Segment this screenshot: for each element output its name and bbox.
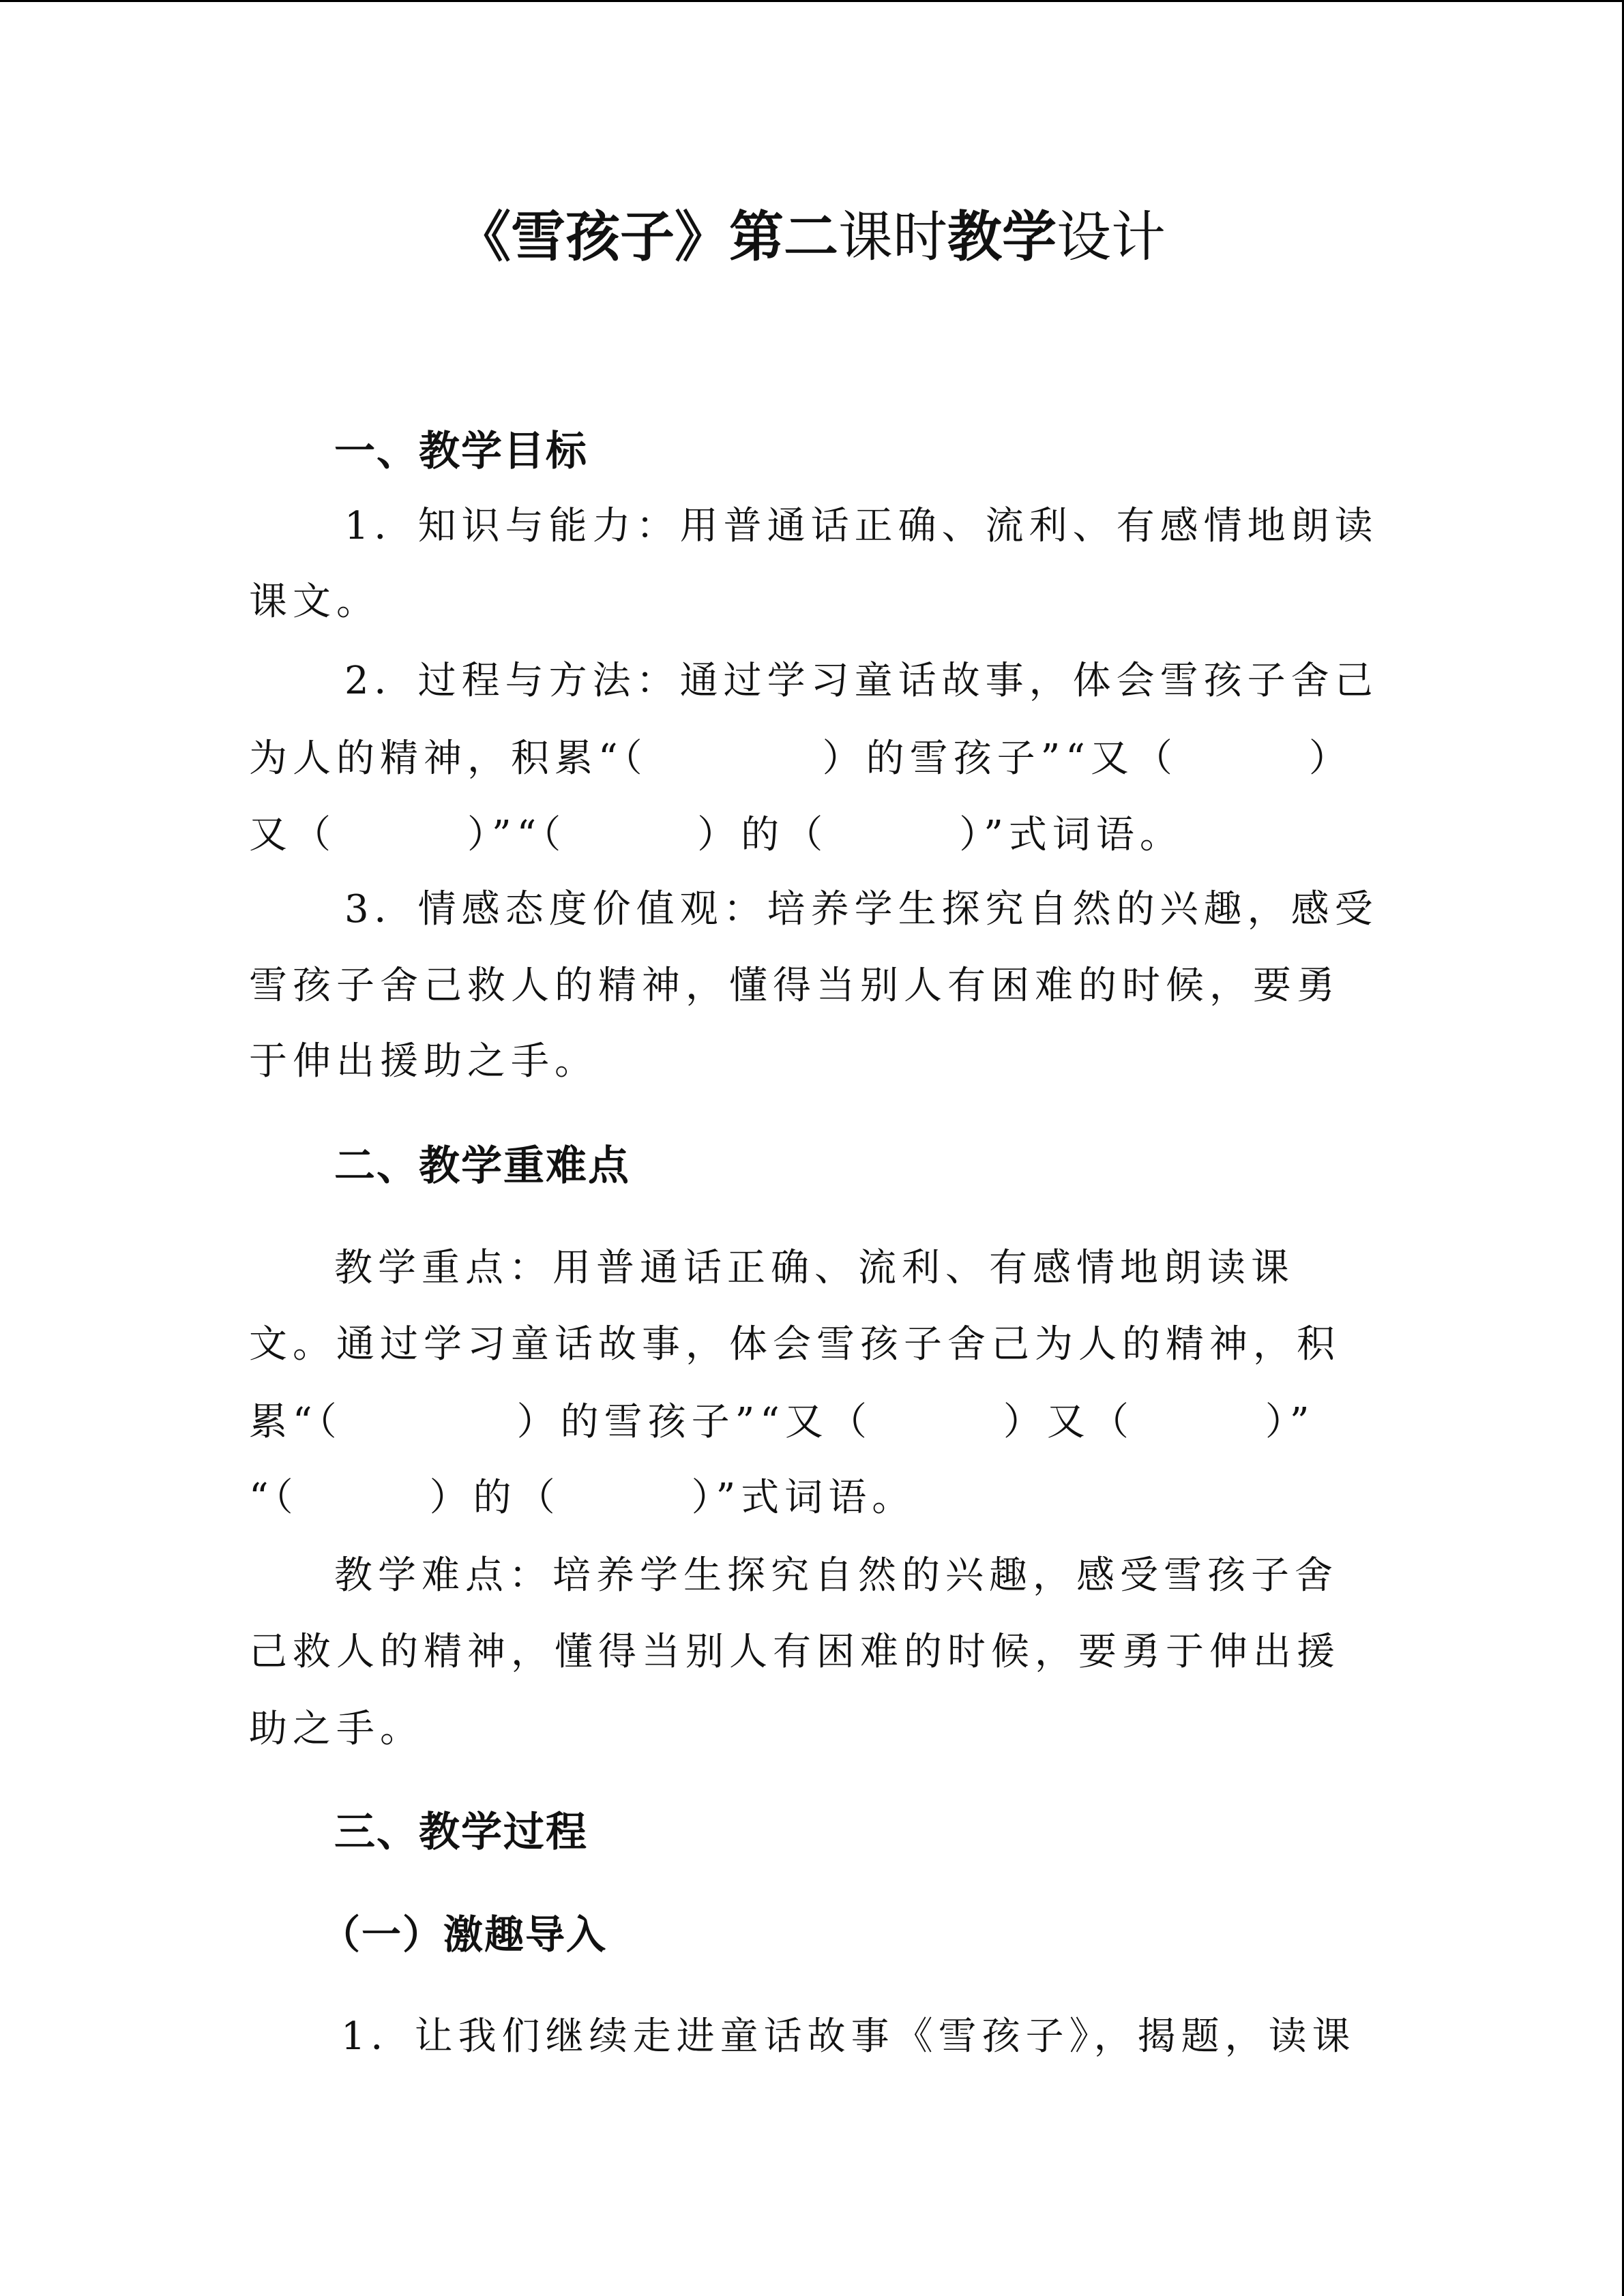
paragraph-line: 助之手。 bbox=[249, 1707, 424, 1751]
title-part-lesson: 课时 bbox=[838, 205, 947, 269]
paragraph-line: 教学重点：用普通话正确、流利、有感情地朗读课 bbox=[334, 1246, 1295, 1290]
title-part-book: 《雪孩子》第二 bbox=[456, 205, 838, 269]
section-heading-key-points: 二、教学重难点 bbox=[334, 1142, 630, 1190]
paragraph-line: 文。通过学习童话故事，体会雪孩子舍己为人的精神，积 bbox=[249, 1322, 1340, 1367]
paragraph-line: 为人的精神，积累“（ ）的雪孩子”“又（ ） bbox=[249, 736, 1353, 781]
title-part-teaching: 教学 bbox=[947, 205, 1057, 269]
paragraph-line: 1．知识与能力：用普通话正确、流利、有感情地朗读 bbox=[344, 504, 1378, 548]
paragraph-line: 1．让我们继续走进童话故事《雪孩子》，揭题，读课 bbox=[341, 2014, 1356, 2059]
title-part-design: 设计 bbox=[1057, 205, 1166, 269]
paragraph-line: 教学难点：培养学生探究自然的兴趣，感受雪孩子舍 bbox=[334, 1553, 1338, 1598]
paragraph-line: 雪孩子舍己救人的精神，懂得当别人有困难的时候，要勇 bbox=[249, 964, 1340, 1008]
paragraph-line: 课文。 bbox=[249, 580, 380, 624]
paragraph-line: 3．情感态度价值观：培养学生探究自然的兴趣，感受 bbox=[344, 887, 1378, 931]
paragraph-line: 于伸出援助之手。 bbox=[249, 1039, 598, 1084]
paragraph-line: 己救人的精神，懂得当别人有困难的时候，要勇于伸出援 bbox=[249, 1630, 1340, 1674]
section-heading-objectives: 一、教学目标 bbox=[334, 428, 588, 475]
paragraph-line: 累“（ ）的雪孩子”“又（ ）又（ ）” bbox=[249, 1400, 1315, 1444]
page-title bbox=[0, 200, 1622, 275]
paragraph-line: 2．过程与方法：通过学习童话故事，体会雪孩子舍己 bbox=[344, 659, 1378, 703]
paragraph-line: 又（ ）”“（ ）的（ ）”式词语。 bbox=[249, 813, 1183, 857]
subsection-heading-intro: （一）激趣导入 bbox=[321, 1911, 608, 1958]
paragraph-line: “（ ）的（ ）”式词语。 bbox=[249, 1476, 916, 1520]
section-heading-process: 三、教学过程 bbox=[334, 1808, 588, 1856]
